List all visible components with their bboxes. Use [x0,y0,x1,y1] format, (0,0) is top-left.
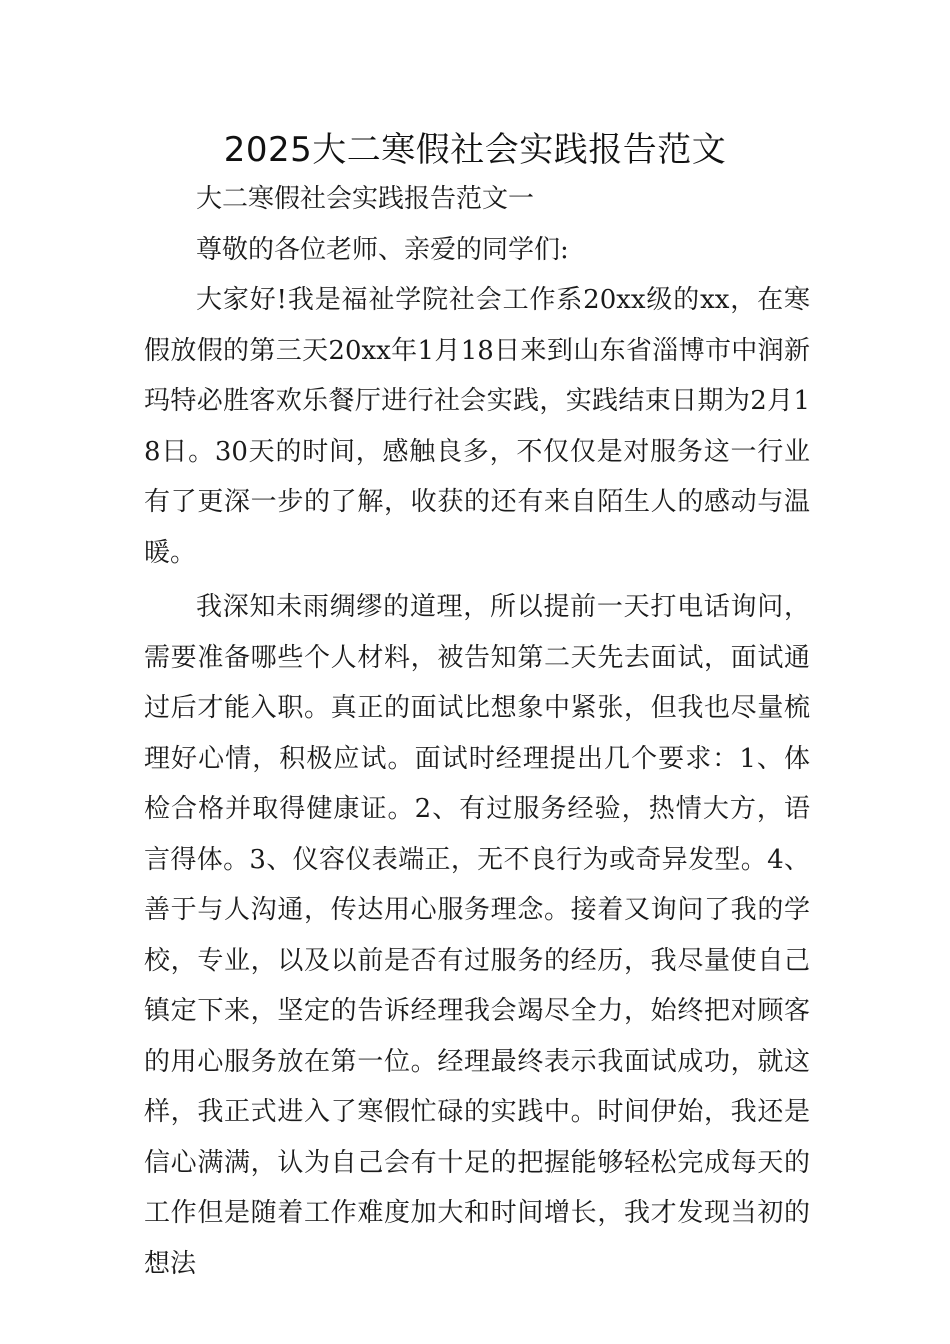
paragraph-salutation: 尊敬的各位老师、亲爱的同学们: [196,234,569,265]
paragraph-introduction: 大家好!我是福祉学院社会工作系20xx级的xx，在寒假放假的第三天20xx年1月18日来到山东省淄博市中润新玛特必胜客欢乐餐厅进行社会实践，实践结束日期为2月18日。30天的时间，感触良多，不仅仅是对服务这一行业有了更深一步的了解，收获的还有来自陌生人的感动与温暖。 [144,285,810,568]
document-body [144,174,810,1289]
document-title: 2025大二寒假社会实践报告范文 [223,130,727,170]
paragraph-subtitle: 大二寒假社会实践报告范文一 [196,184,535,214]
paragraph-interview: 我深知未雨绸缪的道理，所以提前一天打电话询问，需要准备哪些个人材料，被告知第二天先去面试，面试通过后才能入职。真正的面试比想象中紧张，但我也尽量梳理好心情，积极应试。面试时经理提出几个要求：1、体检合格并取得健康证。2、有过服务经验，热情大方，语言得体。3、仪容仪表端正，无不良行为或奇异发型。4、善于与人沟通，传达用心服务理念。接着又询问了我的学校，专业，以及以前是否有过服务的经历，我尽量使自己镇定下来，坚定的告诉经理我会竭尽全力，始终把对顾客的用心服务放在第一位。经理最终表示我面试成功，就这样，我正式进入了寒假忙碌的实践中。时间伊始，我还是信心满满，认为自己会有十足的把握能够轻松完成每天的工作但是随着工作难度加大和时间增长，我才发现当初的想法 [144,592,810,1279]
